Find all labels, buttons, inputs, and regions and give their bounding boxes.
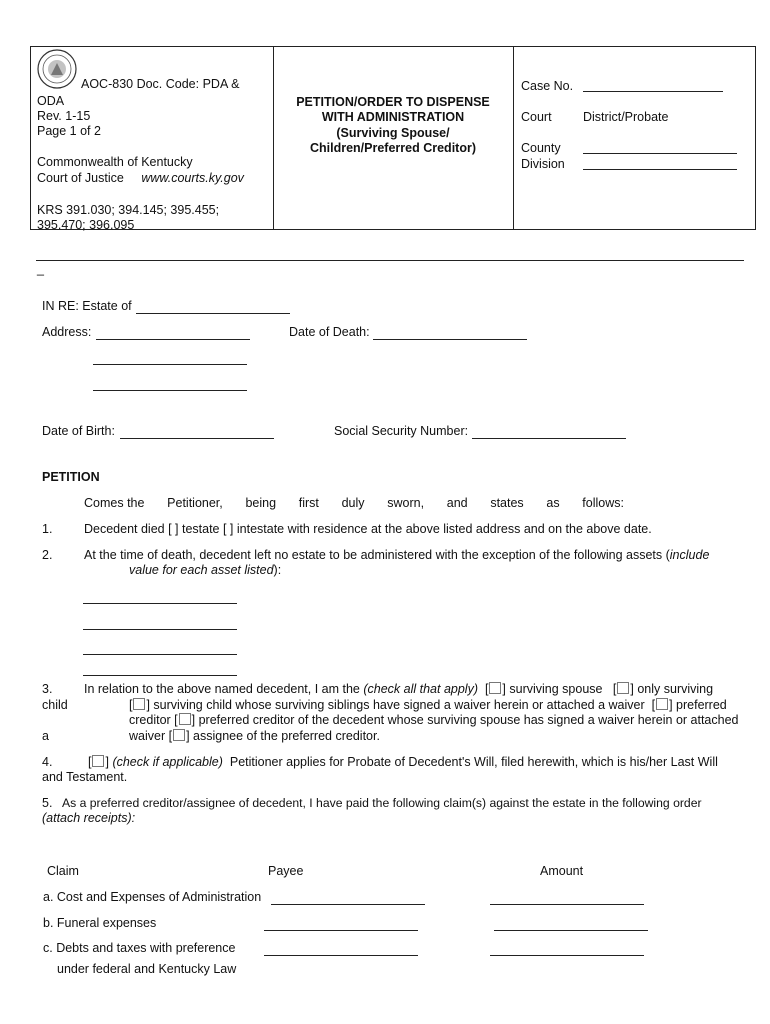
claims-col-claim: Claim <box>47 864 79 878</box>
address-field-2[interactable] <box>93 352 247 365</box>
preferred-creditor-checkbox[interactable] <box>656 698 668 710</box>
court-type: District/Probate <box>583 110 669 124</box>
item-5-text: As a preferred creditor/assignee of decedent, I have paid the following claim(s) against the estate in the following order <box>62 796 702 810</box>
commonwealth: Commonwealth of Kentucky <box>37 155 193 169</box>
date-of-death-label: Date of Death: <box>289 325 370 339</box>
intro-word: as <box>546 496 560 510</box>
asset-field-2[interactable] <box>83 617 237 630</box>
asset-field-1[interactable] <box>83 591 237 604</box>
surviving-spouse-checkbox[interactable] <box>489 682 501 694</box>
krs-line-2: 395.470; 396.095 <box>37 218 135 232</box>
divider-underscore: _ <box>37 262 44 276</box>
address-field-3[interactable] <box>93 378 247 391</box>
item-5-number: 5. <box>42 796 53 810</box>
intro-word: follows: <box>582 496 624 510</box>
claim-row-label: b. Funeral expenses <box>43 916 157 930</box>
court-of-justice: Court of Justice www.courts.ky.gov <box>37 171 244 185</box>
claim-payee-field[interactable] <box>264 943 418 956</box>
case-no-field[interactable] <box>583 79 723 92</box>
item-1-number: 1. <box>42 522 53 536</box>
only-surviving-child-checkbox[interactable] <box>617 682 629 694</box>
claim-amount-field[interactable] <box>490 943 644 956</box>
item-4-number: 4. <box>42 755 53 769</box>
surviving-child-waiver-checkbox[interactable] <box>133 698 145 710</box>
ssn-field[interactable] <box>472 426 626 439</box>
item-3-line-4: waiver [ ] assignee of the preferred creditor. <box>129 729 380 743</box>
date-of-birth-field[interactable] <box>120 426 274 439</box>
title-line-4: Children/Preferred Creditor) <box>309 141 476 155</box>
item-3-line-3: creditor [ ] preferred creditor of the decedent whose surviving spouse has signed a waiver herein or attached <box>129 713 739 727</box>
item-2-text: At the time of death, decedent left no estate to be administered with the exception of the following assets (include <box>84 548 710 562</box>
intro-word: first <box>298 496 319 510</box>
item-3-number: 3. <box>42 682 53 696</box>
intro-word: states <box>490 496 524 510</box>
item-3-line-2: [ ] surviving child whose surviving siblings have signed a waiver herein or attached a waiver [ ] preferred <box>129 698 727 712</box>
intro-word: duly <box>341 496 365 510</box>
form-oda: ODA <box>37 94 65 108</box>
item-2-number: 2. <box>42 548 53 562</box>
claims-col-amount: Amount <box>540 864 584 878</box>
item-2-text-cont: value for each asset listed): <box>129 563 282 577</box>
estate-name-field[interactable] <box>136 301 290 314</box>
county-label: County <box>521 141 561 155</box>
address-field-1[interactable] <box>96 327 250 340</box>
intro-word: sworn, <box>387 496 425 510</box>
claim-amount-field[interactable] <box>490 892 644 905</box>
claim-row-label: c. Debts and taxes with preference <box>43 941 236 955</box>
item-4-text: [ ] (check if applicable) Petitioner applies for Probate of Decedent's Will, filed herewith, which is his/her Last Will <box>88 755 718 769</box>
preferred-creditor-waiver-checkbox[interactable] <box>179 713 191 725</box>
petition-heading: PETITION <box>42 470 100 484</box>
kentucky-seal-icon <box>37 49 77 89</box>
krs-line-1: KRS 391.030; 394.145; 395.455; <box>37 203 220 217</box>
intro-word: Comes the <box>84 496 145 510</box>
division-field[interactable] <box>583 157 737 170</box>
a-word: a <box>42 729 49 743</box>
intro-word: being <box>245 496 277 510</box>
item-5-text-cont: (attach receipts): <box>42 811 136 825</box>
title-line-1: PETITION/ORDER TO DISPENSE <box>296 95 490 109</box>
item-4-text-cont: and Testament. <box>42 770 128 784</box>
title-line-3: (Surviving Spouse/ <box>336 126 450 140</box>
item-3-text: In relation to the above named decedent, I am the (check all that apply) [ ] surviving spouse [ ] only surviving <box>84 682 714 696</box>
intro-word: and <box>446 496 468 510</box>
county-field[interactable] <box>583 141 737 154</box>
case-no-label: Case No. <box>521 79 574 93</box>
address-label: Address: <box>42 325 92 339</box>
header-divider <box>513 47 514 229</box>
item-1-text: Decedent died [ ] testate [ ] intestate with residence at the above listed address and on the above date. <box>84 522 652 536</box>
website-link: www.courts.ky.gov <box>141 171 244 185</box>
header-table <box>30 46 756 230</box>
date-of-birth-label: Date of Birth: <box>42 424 115 438</box>
form-number: AOC-830 Doc. Code: PDA & <box>81 77 240 91</box>
petition-intro <box>84 496 624 510</box>
assignee-checkbox[interactable] <box>173 729 185 741</box>
form-rev: Rev. 1-15 <box>37 109 91 123</box>
child-word: child <box>42 698 68 712</box>
asset-field-4[interactable] <box>83 663 237 676</box>
asset-field-3[interactable] <box>83 642 237 655</box>
claim-payee-field[interactable] <box>271 892 425 905</box>
claims-col-payee: Payee <box>268 864 304 878</box>
date-of-death-field[interactable] <box>373 327 527 340</box>
claim-amount-field[interactable] <box>494 918 648 931</box>
claim-payee-field[interactable] <box>264 918 418 931</box>
intro-word: Petitioner, <box>167 496 223 510</box>
title-line-2: WITH ADMINISTRATION <box>321 110 465 124</box>
claim-row-label-cont: under federal and Kentucky Law <box>57 962 237 976</box>
probate-will-checkbox[interactable] <box>92 755 104 767</box>
in-re-label: IN RE: Estate of <box>42 299 132 313</box>
ssn-label: Social Security Number: <box>334 424 469 438</box>
claim-row-label: a. Cost and Expenses of Administration <box>43 890 262 904</box>
court-label: Court <box>521 110 552 124</box>
division-label: Division <box>521 157 565 171</box>
divider-line <box>36 260 744 261</box>
form-page: Page 1 of 2 <box>37 124 101 138</box>
